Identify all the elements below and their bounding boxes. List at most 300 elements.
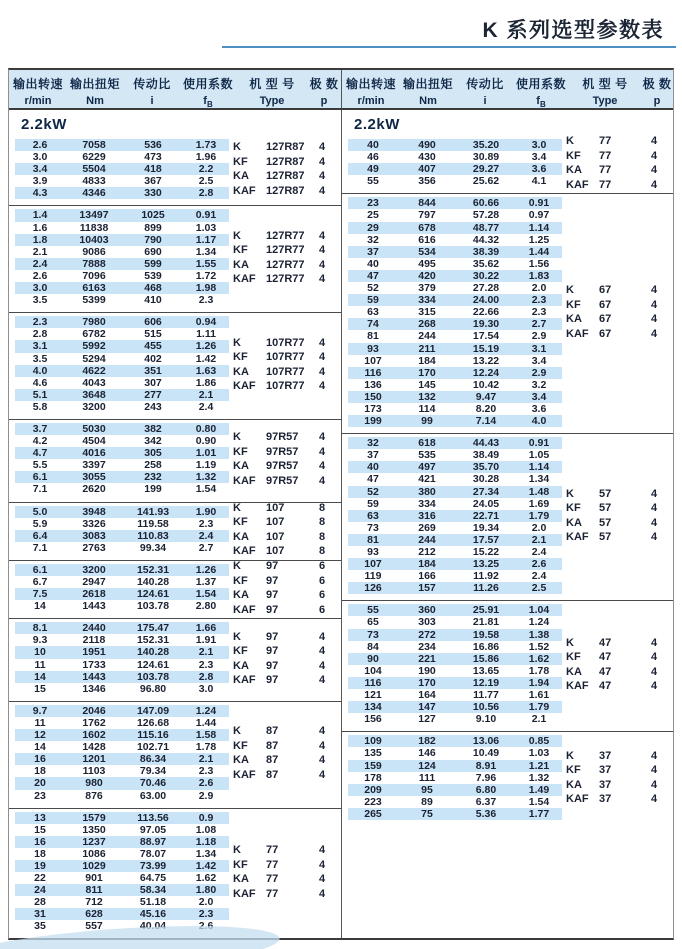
row-values — [348, 449, 562, 461]
row-values — [348, 282, 562, 294]
row-values — [15, 717, 229, 729]
cell-service-factor: 1.83 — [528, 269, 550, 282]
model-poles: 4 — [650, 502, 658, 515]
model-poles: 4 — [318, 659, 326, 672]
gear-block-97-4p — [9, 618, 341, 698]
column-header-unit: i — [483, 95, 487, 107]
row-values — [15, 530, 229, 542]
model-size: 97R57 — [266, 474, 299, 487]
model-prefix: K — [233, 431, 241, 444]
model-prefix: KA — [233, 754, 249, 767]
cell-ratio: 473 — [144, 151, 162, 164]
model-prefix: K — [566, 135, 574, 148]
cell-speed: 7.1 — [32, 483, 48, 496]
cell-ratio: 330 — [144, 187, 162, 200]
cell-speed: 59 — [367, 497, 379, 510]
cell-torque: 7096 — [82, 269, 106, 282]
gear-block-77-4p — [342, 136, 673, 190]
cell-speed: 35 — [34, 920, 46, 933]
model-prefix: KA — [233, 365, 249, 378]
cell-service-factor: 0.94 — [195, 316, 217, 329]
model-prefix: KF — [233, 858, 248, 871]
cell-ratio: 24.00 — [472, 294, 500, 307]
model-poles: 4 — [318, 887, 326, 900]
cell-service-factor: 3.0 — [531, 139, 547, 151]
row-values — [348, 498, 562, 510]
cell-ratio: 64.75 — [139, 872, 167, 885]
table-header — [9, 70, 673, 110]
cell-torque: 1443 — [82, 670, 106, 683]
cell-ratio: 277 — [144, 388, 162, 401]
model-poles: 4 — [650, 135, 658, 148]
cell-service-factor: 1.48 — [528, 485, 550, 498]
cell-torque: 127 — [418, 713, 436, 726]
model-size: 87 — [266, 754, 279, 767]
row-values — [348, 772, 562, 784]
row-values — [15, 340, 229, 352]
cell-ratio: 45.16 — [139, 908, 167, 921]
model-type-line — [233, 515, 329, 530]
table-row — [342, 343, 673, 355]
cell-torque: 495 — [418, 257, 436, 270]
cell-speed: 4.2 — [32, 435, 48, 448]
cell-service-factor: 1.44 — [528, 245, 550, 258]
cell-service-factor: 2.9 — [198, 789, 214, 802]
cell-torque: 7888 — [82, 257, 106, 270]
column-header-unit: i — [150, 95, 154, 107]
model-prefix: KF — [566, 502, 581, 515]
cell-speed: 116 — [364, 366, 382, 379]
cell-service-factor: 1.86 — [195, 376, 217, 389]
column-header-cn: 输出转速 — [345, 77, 396, 91]
cell-speed: 19 — [34, 859, 46, 872]
model-prefix: KA — [233, 659, 249, 672]
cell-ratio: 124.61 — [136, 658, 170, 671]
cell-speed: 9.7 — [32, 704, 48, 717]
cell-speed: 63 — [367, 509, 379, 522]
model-size: 97R57 — [266, 431, 299, 444]
table-row — [9, 294, 341, 306]
row-values — [15, 659, 229, 671]
cell-service-factor: 1.44 — [195, 716, 217, 729]
row-values — [15, 483, 229, 495]
cell-ratio: 9.47 — [475, 390, 497, 403]
row-values — [348, 665, 562, 677]
cell-torque: 2620 — [82, 483, 106, 496]
cell-torque: 557 — [85, 920, 103, 933]
cell-service-factor: 1.37 — [195, 576, 217, 588]
model-size: 77 — [266, 858, 279, 871]
cell-service-factor: 1.24 — [528, 616, 550, 629]
row-values — [15, 151, 229, 163]
model-size: 37 — [599, 749, 612, 762]
table-column-right — [341, 110, 673, 938]
model-poles: 4 — [318, 431, 326, 444]
cell-ratio: 13.06 — [472, 735, 500, 748]
column-header-cn: 传动比 — [133, 77, 171, 91]
cell-torque: 1733 — [82, 658, 106, 671]
model-poles: 4 — [650, 778, 658, 791]
cell-service-factor: 2.3 — [198, 765, 214, 778]
row-values — [348, 258, 562, 270]
cell-speed: 134 — [364, 701, 382, 714]
cell-torque: 316 — [418, 509, 436, 522]
cell-torque: 182 — [418, 735, 436, 748]
model-size: 97R57 — [266, 460, 299, 473]
row-values — [348, 367, 562, 379]
table-row — [9, 824, 341, 836]
model-size: 77 — [599, 135, 612, 148]
row-values — [15, 282, 229, 294]
row-values — [15, 506, 229, 518]
cell-torque: 111 — [418, 771, 436, 784]
cell-torque: 356 — [418, 175, 436, 188]
cell-service-factor: 2.8 — [198, 670, 214, 683]
cell-service-factor: 1.42 — [195, 859, 217, 872]
cell-service-factor: 1.34 — [195, 847, 217, 860]
model-type-list — [566, 487, 661, 545]
row-values — [15, 884, 229, 896]
cell-service-factor: 2.0 — [531, 521, 547, 534]
cell-ratio: 8.20 — [475, 402, 497, 415]
column-header-service-factor — [514, 75, 568, 108]
row-values — [348, 403, 562, 415]
cell-speed: 55 — [367, 604, 379, 617]
cell-speed: 59 — [367, 294, 379, 307]
model-type-list — [233, 430, 329, 488]
model-poles: 4 — [650, 636, 658, 649]
model-prefix: K — [566, 284, 574, 297]
cell-torque: 184 — [418, 354, 436, 367]
cell-speed: 178 — [364, 771, 382, 784]
cell-speed: 2.4 — [32, 257, 48, 270]
column-header-unit: Nm — [86, 95, 104, 107]
model-type-line — [566, 749, 661, 764]
cell-service-factor: 2.3 — [198, 517, 214, 530]
row-values — [15, 246, 229, 258]
cell-ratio: 410 — [144, 294, 162, 307]
cell-torque: 212 — [418, 546, 436, 558]
cell-torque: 147 — [418, 701, 436, 714]
table-header-right — [341, 70, 673, 108]
cell-speed: 10 — [34, 646, 46, 659]
cell-service-factor: 2.3 — [531, 294, 547, 307]
cell-speed: 15 — [34, 682, 46, 695]
cell-speed: 6.4 — [32, 529, 48, 542]
cell-speed: 121 — [364, 689, 382, 702]
cell-ratio: 13.22 — [472, 354, 500, 367]
column-header-cn: 极 数 — [309, 77, 339, 91]
cell-speed: 40 — [367, 139, 379, 151]
cell-ratio: 30.22 — [472, 269, 500, 282]
cell-torque: 4016 — [82, 447, 106, 460]
model-size: 97 — [266, 603, 279, 616]
gear-block-37-4p — [342, 731, 673, 823]
cell-ratio: 16.86 — [472, 640, 500, 653]
model-type-line — [566, 487, 661, 502]
column-header-cn: 机 型 号 — [582, 77, 628, 91]
cell-service-factor: 1.73 — [195, 139, 217, 151]
column-header-ratio — [456, 75, 514, 108]
cell-torque: 6163 — [82, 282, 106, 295]
cell-service-factor: 1.34 — [195, 245, 217, 258]
cell-torque: 2440 — [82, 622, 106, 635]
cell-service-factor: 1.79 — [528, 701, 550, 714]
cell-torque: 797 — [418, 209, 436, 222]
model-size: 127R77 — [266, 244, 305, 257]
model-prefix: KAF — [233, 674, 256, 687]
cell-torque: 124 — [418, 759, 436, 772]
model-type-line — [233, 559, 329, 574]
row-values — [15, 471, 229, 483]
cell-ratio: 342 — [144, 435, 162, 448]
model-poles: 4 — [650, 531, 658, 544]
cell-torque: 490 — [418, 139, 436, 151]
row-values — [15, 622, 229, 634]
model-size: 77 — [266, 844, 279, 857]
model-type-line — [566, 792, 661, 807]
cell-service-factor: 2.3 — [198, 294, 214, 307]
row-values — [348, 473, 562, 485]
model-type-line — [566, 665, 661, 680]
cell-speed: 4.7 — [32, 447, 48, 460]
model-type-list — [566, 283, 661, 341]
cell-speed: 5.9 — [32, 517, 48, 530]
model-type-line — [233, 872, 329, 887]
table-row — [342, 379, 673, 391]
model-poles: 4 — [318, 858, 326, 871]
model-prefix: KF — [566, 651, 581, 664]
model-size: 97 — [266, 630, 279, 643]
row-values — [348, 701, 562, 713]
cell-torque: 268 — [418, 318, 436, 331]
model-type-line — [233, 430, 329, 445]
model-size: 37 — [599, 793, 612, 806]
model-poles: 4 — [650, 764, 658, 777]
row-values — [15, 234, 229, 246]
model-poles: 4 — [650, 749, 658, 762]
cell-torque: 2947 — [82, 576, 106, 588]
model-prefix: KA — [233, 873, 249, 886]
cell-ratio: 515 — [144, 328, 162, 341]
cell-ratio: 44.32 — [472, 233, 500, 246]
cell-ratio: 468 — [144, 282, 162, 295]
cell-torque: 811 — [85, 884, 103, 897]
cell-service-factor: 2.4 — [531, 570, 547, 583]
row-values — [348, 558, 562, 570]
gear-block-97-6p — [9, 560, 341, 615]
cell-ratio: 38.39 — [472, 245, 500, 258]
column-header-service-factor — [181, 75, 235, 108]
cell-torque: 360 — [418, 604, 436, 617]
column-header-ratio — [123, 75, 181, 108]
cell-speed: 90 — [367, 652, 379, 665]
cell-speed: 3.5 — [32, 352, 48, 365]
cell-speed: 14 — [34, 670, 46, 683]
model-poles: 8 — [318, 501, 326, 514]
model-poles: 4 — [318, 630, 326, 643]
row-values — [348, 653, 562, 665]
cell-service-factor: 2.9 — [531, 366, 547, 379]
cell-torque: 2763 — [82, 541, 106, 554]
row-values — [348, 355, 562, 367]
model-prefix: KAF — [566, 327, 589, 340]
model-size: 107R77 — [266, 351, 305, 364]
column-header-poles — [642, 75, 672, 108]
model-size: 57 — [599, 516, 612, 529]
cell-torque: 1029 — [82, 859, 106, 872]
model-prefix: KF — [233, 574, 248, 587]
row-values — [15, 316, 229, 328]
row-values — [15, 705, 229, 717]
model-poles: 4 — [318, 474, 326, 487]
model-prefix: K — [233, 141, 241, 154]
model-size: 37 — [599, 778, 612, 791]
model-type-line — [233, 459, 329, 474]
row-values — [15, 389, 229, 401]
model-prefix: KAF — [233, 768, 256, 781]
row-values — [348, 461, 562, 473]
cell-ratio: 351 — [144, 364, 162, 377]
cell-service-factor: 3.4 — [531, 390, 547, 403]
cell-speed: 5.0 — [32, 505, 48, 518]
cell-service-factor: 1.77 — [528, 807, 550, 820]
model-poles: 4 — [318, 674, 326, 687]
cell-speed: 24 — [34, 884, 46, 897]
cell-ratio: 10.49 — [472, 747, 500, 760]
cell-ratio: 11.92 — [473, 570, 499, 583]
row-values — [15, 824, 229, 836]
cell-ratio: 115.16 — [137, 729, 169, 742]
model-poles: 4 — [318, 351, 326, 364]
model-type-line — [566, 327, 661, 342]
cell-ratio: 10.56 — [472, 701, 500, 714]
cell-ratio: 17.54 — [472, 330, 500, 343]
cell-ratio: 25.62 — [472, 175, 500, 188]
cell-ratio: 35.70 — [472, 461, 500, 474]
table-row — [9, 209, 341, 221]
model-prefix: KAF — [233, 603, 256, 616]
cell-speed: 11 — [34, 658, 46, 671]
row-values — [15, 187, 229, 199]
cell-service-factor: 2.4 — [198, 529, 214, 542]
cell-torque: 5992 — [82, 340, 106, 353]
cell-speed: 159 — [364, 759, 382, 772]
table-row — [342, 701, 673, 713]
cell-speed: 18 — [34, 847, 46, 860]
row-values — [348, 784, 562, 796]
cell-service-factor: 2.4 — [198, 400, 214, 413]
cell-ratio: 152.31 — [136, 563, 170, 576]
cell-torque: 6229 — [82, 151, 106, 164]
cell-speed: 104 — [364, 664, 382, 677]
model-prefix: KF — [566, 149, 581, 162]
model-size: 37 — [599, 764, 612, 777]
cell-service-factor: 0.91 — [528, 197, 550, 210]
model-type-line — [566, 163, 661, 178]
cell-ratio: 30.28 — [472, 473, 500, 486]
model-size: 97 — [266, 589, 279, 602]
model-poles: 8 — [318, 545, 326, 558]
cell-service-factor: 1.55 — [195, 257, 217, 270]
cell-torque: 844 — [418, 197, 436, 210]
cell-torque: 244 — [418, 533, 436, 546]
cell-speed: 2.1 — [32, 245, 48, 258]
model-type-line — [233, 379, 329, 394]
cell-service-factor: 0.85 — [528, 735, 550, 748]
cell-speed: 136 — [364, 378, 382, 391]
column-header-unit: $f_B$ — [203, 95, 213, 110]
cell-torque: 2046 — [82, 704, 106, 717]
table-row — [342, 570, 673, 582]
cell-service-factor: 1.54 — [195, 483, 217, 496]
cell-service-factor: 2.0 — [531, 282, 547, 295]
cell-service-factor: 1.24 — [195, 704, 217, 717]
row-values — [15, 353, 229, 365]
cell-speed: 265 — [364, 807, 382, 820]
model-poles: 4 — [650, 793, 658, 806]
model-prefix: K — [233, 229, 241, 242]
row-values — [15, 836, 229, 848]
cell-torque: 1579 — [82, 811, 106, 824]
row-values — [348, 343, 562, 355]
cell-speed: 3.1 — [32, 340, 48, 353]
model-type-line — [566, 501, 661, 516]
cell-speed: 1.4 — [32, 209, 48, 222]
model-poles: 4 — [318, 873, 326, 886]
cell-service-factor: 2.6 — [198, 777, 214, 790]
cell-speed: 52 — [367, 282, 379, 295]
cell-torque: 132 — [418, 390, 436, 403]
cell-speed: 40 — [367, 257, 379, 270]
row-values — [348, 546, 562, 558]
row-values — [348, 151, 562, 163]
column-header-type — [568, 75, 642, 108]
model-poles: 4 — [650, 680, 658, 693]
model-size: 77 — [599, 164, 612, 177]
row-values — [348, 486, 562, 498]
column-header-cn: 极 数 — [642, 77, 672, 91]
cell-torque: 1086 — [82, 847, 106, 860]
cell-speed: 13 — [34, 811, 46, 824]
model-size: 127R87 — [266, 170, 305, 183]
cell-service-factor: 1.38 — [528, 628, 550, 641]
row-values — [348, 246, 562, 258]
model-size: 107 — [266, 516, 285, 529]
cell-service-factor: 2.8 — [198, 187, 214, 200]
gear-block-87-4p — [9, 701, 341, 805]
cell-speed: 135 — [364, 747, 382, 760]
model-size: 67 — [599, 327, 612, 340]
row-values — [15, 423, 229, 435]
column-header-unit: p — [320, 95, 328, 107]
cell-speed: 81 — [367, 533, 379, 546]
cell-torque: 244 — [418, 330, 436, 343]
model-prefix: KA — [233, 589, 249, 602]
model-poles: 4 — [318, 445, 326, 458]
gear-block-127R77-4p — [9, 205, 341, 309]
table-row — [342, 234, 673, 246]
model-size: 107R77 — [266, 365, 305, 378]
cell-speed: 209 — [364, 783, 382, 796]
model-prefix: KA — [566, 778, 582, 791]
model-poles: 4 — [318, 229, 326, 242]
model-prefix: KAF — [566, 793, 589, 806]
row-values — [348, 735, 562, 747]
cell-service-factor: 1.66 — [195, 622, 217, 635]
cell-torque: 3326 — [82, 517, 106, 530]
cell-torque: 2118 — [82, 634, 106, 647]
